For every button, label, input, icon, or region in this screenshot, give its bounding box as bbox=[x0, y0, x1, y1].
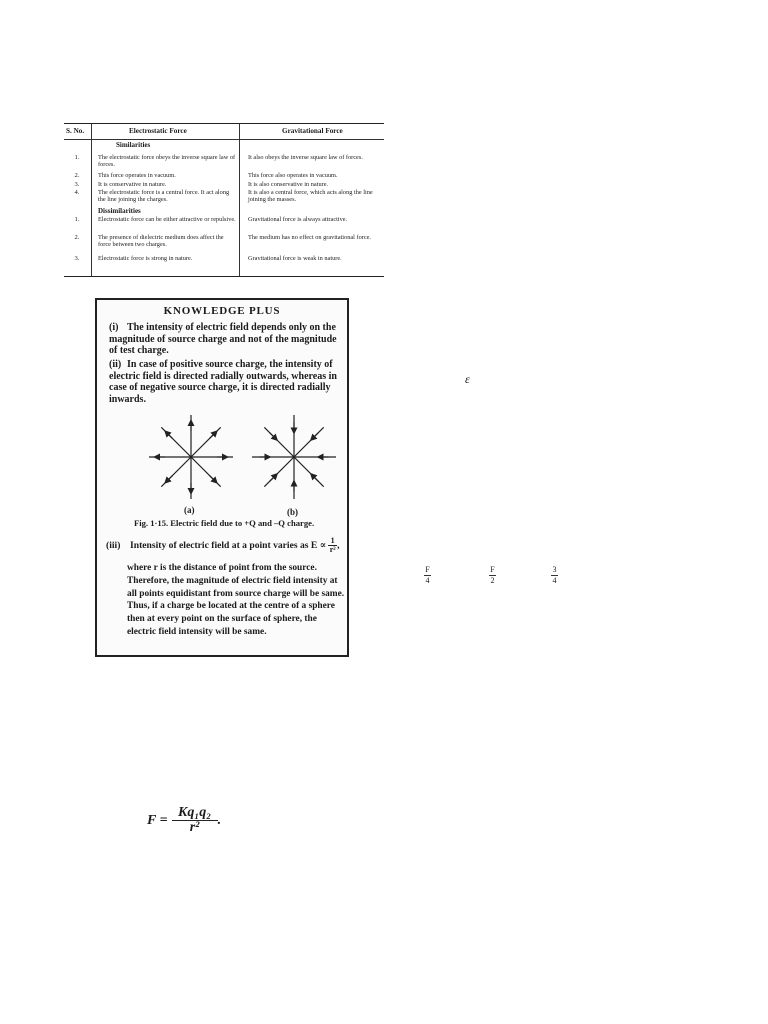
row-number: 1. bbox=[74, 154, 80, 161]
field-line bbox=[161, 427, 191, 457]
fraction bbox=[489, 566, 496, 585]
field-arrow bbox=[312, 433, 318, 439]
field-line bbox=[161, 457, 191, 487]
section-similarities: Similarities bbox=[116, 141, 151, 149]
epsilon-symbol: ε bbox=[465, 372, 470, 386]
field-line bbox=[264, 457, 294, 487]
point-text: The intensity of electric field depends only on the magnitude of source charge and not of the magnitude of test charge. bbox=[109, 322, 337, 357]
header-gravitational: Gravitational Force bbox=[282, 127, 343, 135]
row-number: 3. bbox=[74, 181, 80, 188]
field-arrow bbox=[270, 433, 276, 439]
formula-denominator: r² bbox=[189, 820, 200, 835]
fraction-numerator: 3 bbox=[552, 565, 557, 574]
table-cell: Gravitational force is weak in nature. bbox=[248, 255, 342, 262]
table-cell: It is also a central force, which acts along the line joining the masses. bbox=[248, 189, 373, 204]
table-cell: Gravitational force is always attractive. bbox=[248, 216, 348, 223]
field-line bbox=[264, 427, 294, 457]
electric-field-diagram bbox=[97, 410, 347, 502]
field-line bbox=[191, 457, 221, 487]
row-number: 2. bbox=[74, 234, 80, 241]
table-cell: This force operates in vacuum. bbox=[98, 172, 176, 179]
field-arrow bbox=[167, 433, 173, 439]
formula-lhs: F = bbox=[147, 812, 168, 828]
table-cell: The electrostatic force obeys the inverse square law of forces. bbox=[98, 154, 236, 169]
field-arrow bbox=[270, 475, 276, 481]
table-cell: This force also operates in vacuum. bbox=[248, 172, 338, 179]
knowledge-plus-title: KNOWLEDGE PLUS bbox=[163, 305, 281, 317]
point-label: (ii) bbox=[109, 359, 122, 370]
fraction-numerator: F bbox=[425, 565, 430, 574]
field-arrow bbox=[312, 475, 318, 481]
field-arrow bbox=[209, 433, 215, 439]
field-line bbox=[191, 427, 221, 457]
point-text: In case of positive source charge, the intensity of electric field is directed radially outwards, whereas in case of negative source charge, it is directed radially inwards. bbox=[109, 359, 337, 405]
fraction bbox=[551, 566, 558, 585]
field-arrow bbox=[167, 475, 173, 481]
table-cell: It is also conservative in nature. bbox=[248, 181, 329, 188]
table-cell: The medium has no effect on gravitational force. bbox=[248, 234, 371, 241]
fraction-denominator: 4 bbox=[552, 576, 557, 585]
row-number: 2. bbox=[74, 172, 80, 179]
table-cell: The presence of dielectric medium does affect the force between two charges. bbox=[98, 234, 224, 249]
point-iii: (iii) Intensity of electric field at a point varies as E ∝ 1 r² , bbox=[106, 536, 340, 554]
table-divider bbox=[91, 124, 92, 276]
formula-tail: . bbox=[217, 812, 222, 828]
fraction-denominator: 4 bbox=[425, 576, 430, 585]
figure-label-b: (b) bbox=[287, 507, 298, 517]
point-ii bbox=[109, 359, 345, 405]
figure-label-a: (a) bbox=[184, 505, 195, 515]
row-number: 1. bbox=[74, 216, 80, 223]
table-header-rule bbox=[64, 139, 384, 140]
row-number: 3. bbox=[74, 255, 80, 262]
point-i bbox=[109, 322, 345, 357]
field-line bbox=[294, 457, 324, 487]
formula-fraction bbox=[172, 806, 218, 835]
table-cell: The electrostatic force is a central force. It act along the line joining the charges. bbox=[98, 189, 230, 204]
coulomb-formula bbox=[147, 806, 221, 835]
table-cell: Electrostatic force is strong in nature. bbox=[98, 255, 193, 262]
field-line bbox=[294, 427, 324, 457]
point-label: (iii) bbox=[106, 539, 121, 551]
fraction-numerator: F bbox=[490, 565, 495, 574]
fraction-numerator: 1 bbox=[330, 536, 335, 545]
header-electrostatic: Electrostatic Force bbox=[129, 127, 187, 135]
comparison-table bbox=[64, 123, 384, 277]
point-intro: Intensity of electric field at a point varies as E ∝ bbox=[130, 539, 327, 551]
section-dissimilarities: Dissimilarities bbox=[98, 207, 141, 215]
table-cell: It is conservative in nature. bbox=[98, 181, 167, 188]
table-divider bbox=[239, 124, 240, 276]
field-arrow bbox=[209, 475, 215, 481]
table-cell: It also obeys the inverse square law of forces. bbox=[248, 154, 363, 161]
formula-numerator: Kq₁q₂ bbox=[178, 805, 212, 820]
table-cell: Electrostatic force can be either attractive or repulsive. bbox=[98, 216, 236, 223]
header-sno: S. No. bbox=[66, 127, 85, 135]
point-iii-text: where r is the distance of point from the source. Therefore, the magnitude of electric field intensity at all points equidistant from source charge will be same. Thus, if a charge be located at the centre of a sphere then at every point on the surface of sphere, the electric field intensity will be same. bbox=[127, 563, 345, 637]
fraction bbox=[424, 566, 431, 585]
proportionality-fraction bbox=[328, 537, 337, 554]
field-lines-positive bbox=[149, 415, 233, 499]
figure-caption: Fig. 1·15. Electric field due to +Q and –Q charge. bbox=[134, 518, 315, 528]
fraction-denominator: r² bbox=[329, 545, 336, 554]
row-number: 4. bbox=[74, 189, 80, 196]
knowledge-plus-box bbox=[95, 298, 349, 657]
fraction-denominator: 2 bbox=[490, 576, 495, 585]
point-label: (i) bbox=[109, 322, 119, 333]
field-lines-negative bbox=[252, 415, 336, 499]
